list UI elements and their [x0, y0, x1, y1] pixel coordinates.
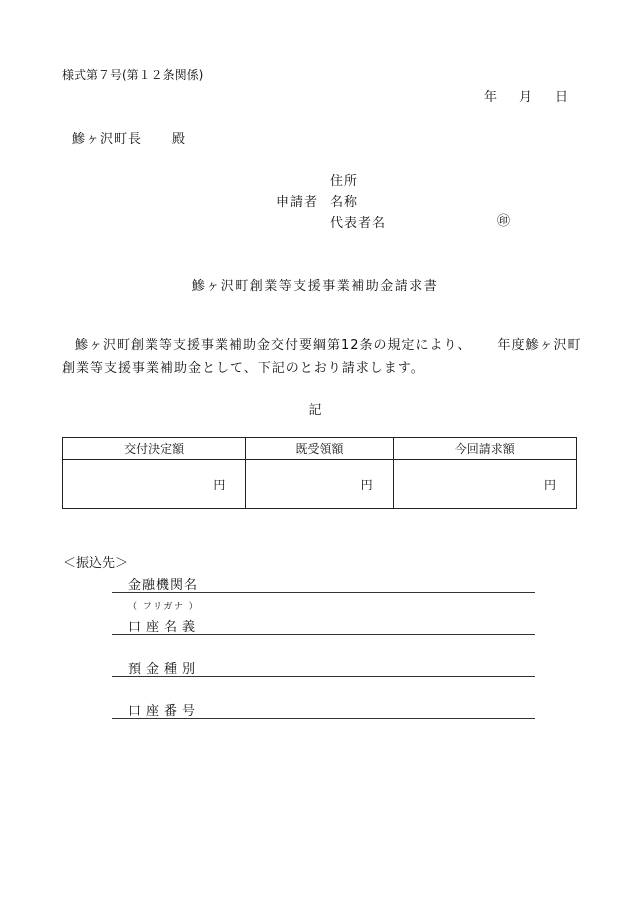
body-text-part2: 年度鰺ヶ沢町創業等支援事業補助金として、下記のとおり請求します。: [62, 338, 582, 376]
account-number-label: 口座番号: [128, 704, 201, 719]
furigana-label: （ フリガナ ）: [128, 602, 200, 612]
ki-heading: 記: [308, 403, 322, 418]
account-holder-label: 口座名義: [128, 620, 201, 635]
grant-decision-amount-cell[interactable]: 円: [63, 460, 246, 509]
applicant-representative-label: 代表者名: [330, 216, 387, 231]
applicant-name-label: 名称: [330, 195, 359, 210]
addressee-name: 鰺ヶ沢町長: [72, 132, 143, 147]
header-grant-decision-amount: 交付決定額: [63, 438, 246, 460]
amounts-header-row: [63, 438, 577, 460]
header-current-request-amount: 今回請求額: [393, 438, 576, 460]
document-title: 鰺ヶ沢町創業等支援事業補助金請求書: [191, 279, 439, 294]
applicant-label: 申請者: [276, 195, 319, 210]
date-month-label: 月: [519, 90, 533, 105]
bank-name-line[interactable]: [112, 592, 535, 593]
amounts-table: [62, 437, 577, 509]
applicant-address-label: 住所: [330, 174, 359, 189]
request-body-text: [62, 334, 582, 380]
header-already-received-amount: 既受領額: [246, 438, 393, 460]
date-day-label: 日: [555, 90, 569, 105]
deposit-type-label: 預金種別: [128, 662, 201, 677]
transfer-heading: ＜振込先＞: [63, 556, 129, 571]
form-number: 様式第７号(第１２条関係): [62, 68, 204, 82]
seal-mark: ㊞: [497, 214, 511, 229]
bank-name-label: 金融機関名: [128, 578, 199, 593]
body-text-part1: 鰺ヶ沢町創業等支援事業補助金交付要綱第12条の規定により、: [75, 338, 472, 353]
account-number-line[interactable]: [112, 718, 535, 719]
date-year-label: 年: [484, 90, 498, 105]
account-holder-line[interactable]: [112, 634, 535, 635]
amounts-value-row: [63, 460, 577, 509]
addressee-honorific: 殿: [172, 132, 187, 147]
current-request-amount-cell[interactable]: 円: [393, 460, 576, 509]
addressee: [72, 128, 186, 147]
already-received-amount-cell[interactable]: 円: [246, 460, 393, 509]
deposit-type-line[interactable]: [112, 676, 535, 677]
